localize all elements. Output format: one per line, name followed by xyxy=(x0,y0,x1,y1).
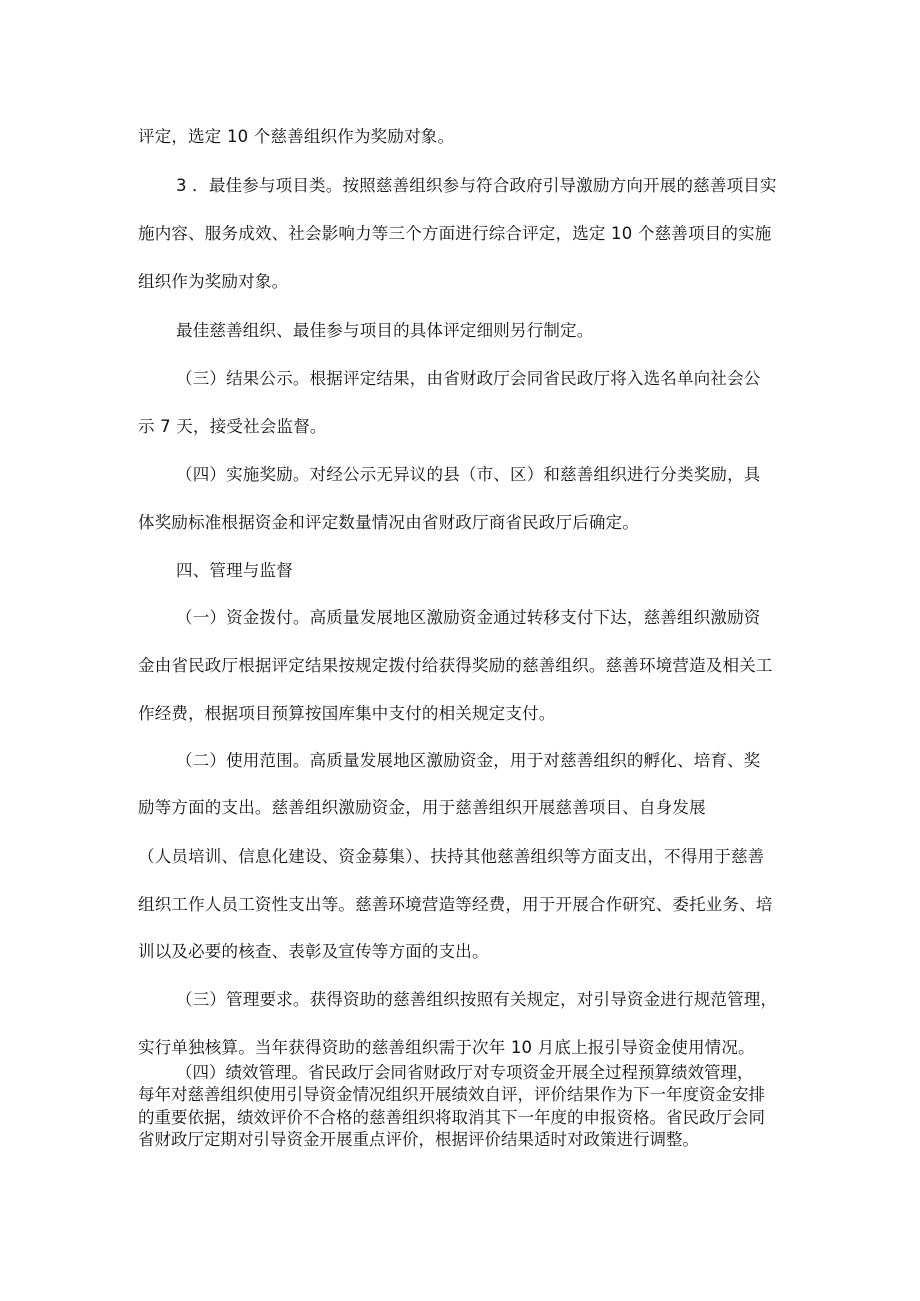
text-line: 3 ．最佳参与项目类。按照慈善组织参与符合政府引导激励方向开展的慈善项目实 xyxy=(176,176,777,195)
text-line: 作经费，根据项目预算按国库集中支付的相关规定支付。 xyxy=(138,704,556,723)
text-line: 组织工作人员工资性支出等。慈善环境营造等经费，用于开展合作研究、委托业务、培 xyxy=(138,895,773,914)
text-line: 示 7 天，接受社会监督。 xyxy=(138,417,327,436)
text-line: （人员培训、信息化建设、资金募集）、扶持其他慈善组织等方面支出，不得用于慈善 xyxy=(138,847,765,866)
text-line: （三）管理要求。获得资助的慈善组织按照有关规定，对引导资金进行规范管理， xyxy=(176,990,778,1009)
text-line: 每年对慈善组织使用引导资金情况组织开展绩效自评，评价结果作为下一年度资金安排 xyxy=(138,1085,765,1104)
text-line: 最佳慈善组织、最佳参与项目的具体评定细则另行制定。 xyxy=(176,321,594,340)
text-line: （三）结果公示。根据评定结果，由省财政厅会同省民政厅将入选名单向社会公 xyxy=(176,369,761,388)
text-line: 评定，选定 10 个慈善组织作为奖励对象。 xyxy=(138,127,455,146)
text-line: 的重要依据，绩效评价不合格的慈善组织将取消其下一年度的申报资格。省民政厅会同 xyxy=(138,1108,765,1127)
text-line: （一）资金拨付。高质量发展地区激励资金通过转移支付下达，慈善组织激励资 xyxy=(176,608,761,627)
text-line: 实行单独核算。当年获得资助的慈善组织需于次年 10 月底上报引导资金使用情况。 xyxy=(138,1038,755,1057)
text-line: 体奖励标准根据资金和评定数量情况由省财政厅商省民政厅后确定。 xyxy=(138,513,639,532)
text-line: 施内容、服务成效、社会影响力等三个方面进行综合评定，选定 10 个慈善项目的实施 xyxy=(138,224,772,243)
text-line: 金由省民政厅根据评定结果按规定拨付给获得奖励的慈善组织。慈善环境营造及相关工 xyxy=(138,656,773,675)
text-line: 训以及必要的核查、表彰及宣传等方面的支出。 xyxy=(138,942,489,961)
text-line: 省财政厅定期对引导资金开展重点评价，根据评价结果适时对政策进行调整。 xyxy=(138,1130,699,1149)
section-heading: 四、管理与监督 xyxy=(176,561,293,580)
text-line: （四）实施奖励。对经公示无异议的县（市、区）和慈善组织进行分类奖励，具 xyxy=(176,465,761,484)
text-line: （四）绩效管理。省民政厅会同省财政厅对专项资金开展全过程预算绩效管理， xyxy=(176,1063,754,1082)
text-line: 组织作为奖励对象。 xyxy=(138,272,289,291)
text-line: 励等方面的支出。慈善组织激励资金，用于慈善组织开展慈善项目、自身发展 xyxy=(138,798,706,817)
text-line: （二）使用范围。高质量发展地区激励资金，用于对慈善组织的孵化、培育、奖 xyxy=(176,751,761,770)
